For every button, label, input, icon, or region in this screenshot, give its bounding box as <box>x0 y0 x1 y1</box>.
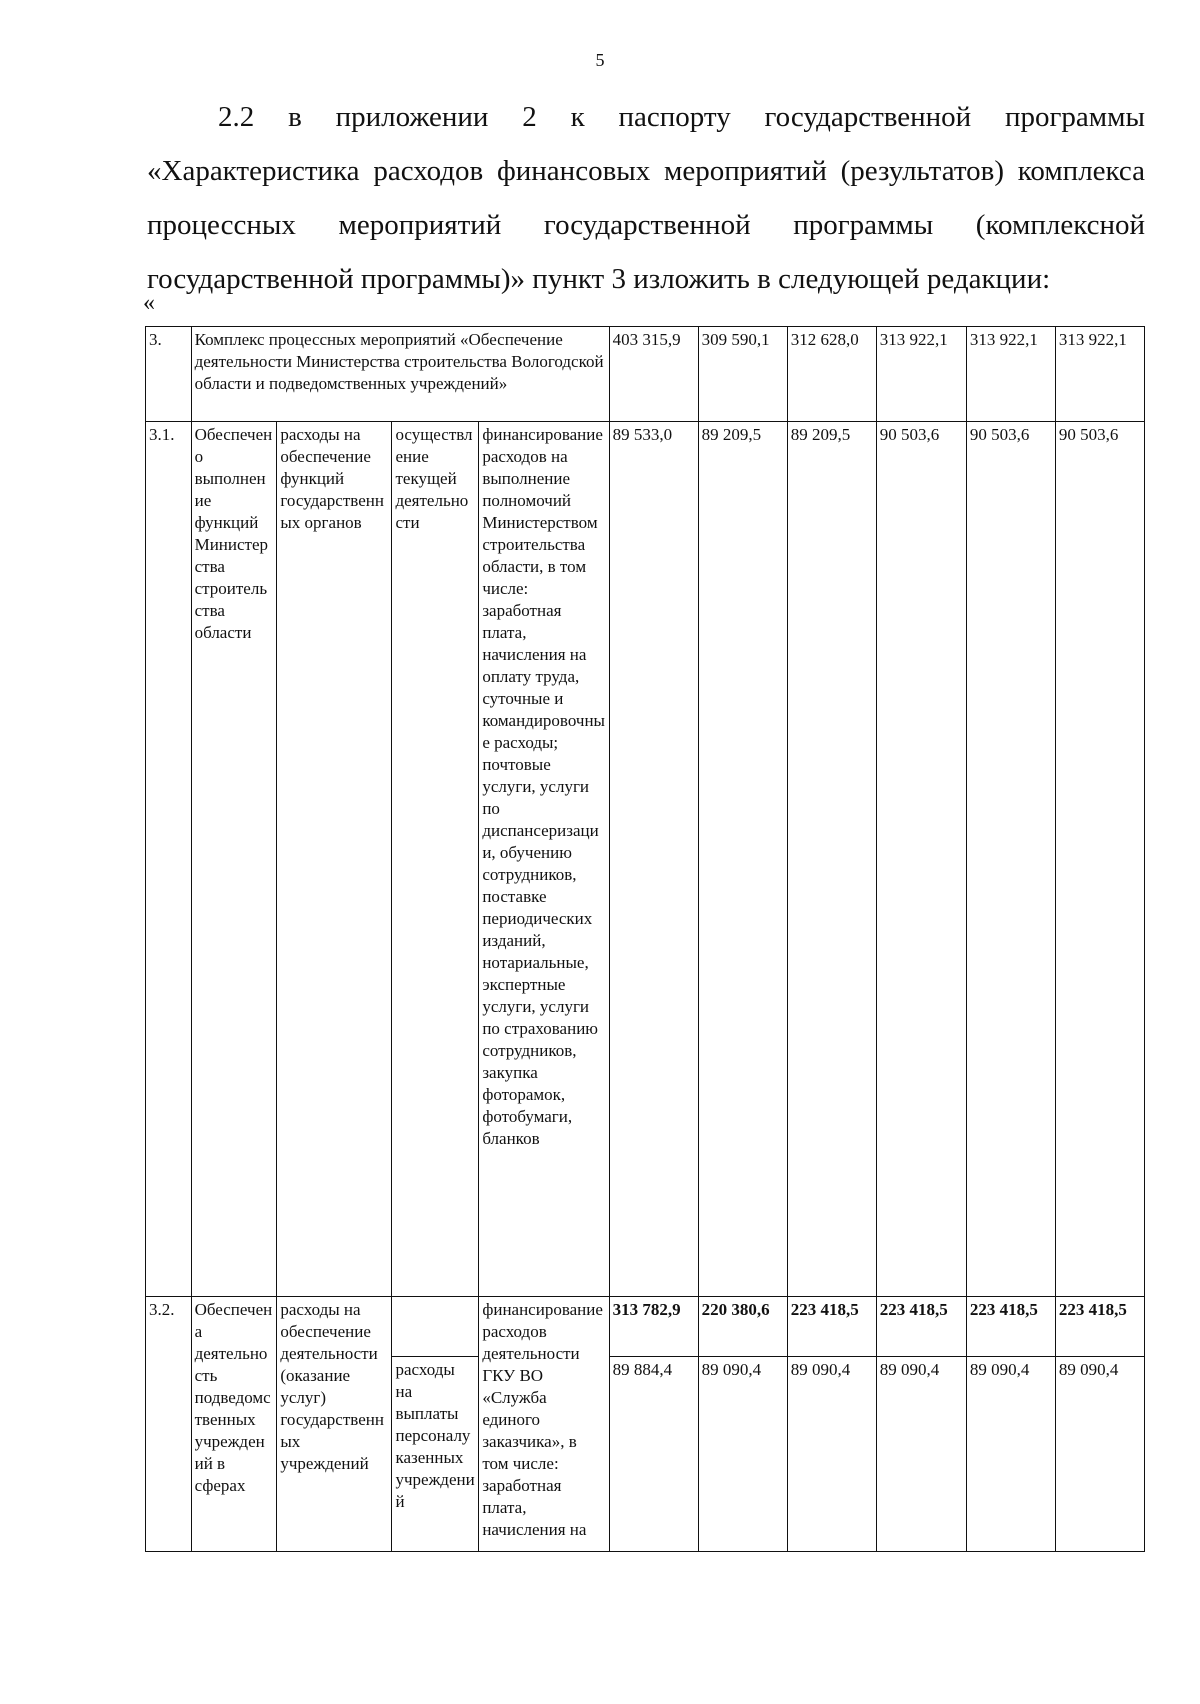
row-3-1-expense-type: расходы на обеспечение функций государственных органов <box>277 422 392 1297</box>
row-3-2-description: финансирование расходов деятельности ГКУ ВО «Служба единого заказчика», в том числе: заработная плата, начисления на <box>479 1297 609 1552</box>
row-3-value-5: 313 922,1 <box>966 327 1055 422</box>
table-row-3 <box>146 327 1145 422</box>
row-3-2-expense-type: расходы на обеспечение деятельности (оказание услуг) государственных учреждений <box>277 1297 392 1552</box>
row-3-2-number: 3.2. <box>146 1297 192 1552</box>
row-3-value-6: 313 922,1 <box>1055 327 1144 422</box>
row-3-2-staff-2: 89 090,4 <box>698 1357 787 1552</box>
expenditure-table <box>145 326 1145 1552</box>
row-3-value-3: 312 628,0 <box>787 327 876 422</box>
row-3-1-value-3: 89 209,5 <box>787 422 876 1297</box>
row-3-value-2: 309 590,1 <box>698 327 787 422</box>
row-3-value-4: 313 922,1 <box>876 327 966 422</box>
row-3-2-total-1: 313 782,9 <box>609 1297 698 1357</box>
intro-paragraph: 2.2 в приложении 2 к паспорту государственной программы «Характеристика расходов финансовых мероприятий (результатов) комплекса процессных мероприятий государственной программы (комплексной государственной программы)» пункт 3 изложить в следующей редакции: <box>147 101 1145 295</box>
row-3-2-total-3: 223 418,5 <box>787 1297 876 1357</box>
row-3-2-total-2: 220 380,6 <box>698 1297 787 1357</box>
row-3-2-staff-1: 89 884,4 <box>609 1357 698 1552</box>
opening-quote: « <box>143 290 155 316</box>
row-3-2-activity-empty <box>392 1297 479 1357</box>
row-3-1-value-6: 90 503,6 <box>1055 422 1144 1297</box>
table-row-3-1 <box>146 422 1145 1297</box>
row-3-1-value-2: 89 209,5 <box>698 422 787 1297</box>
row-3-2-staff-6: 89 090,4 <box>1055 1357 1144 1552</box>
row-3-2-total-4: 223 418,5 <box>876 1297 966 1357</box>
row-3-title: Комплекс процессных мероприятий «Обеспечение деятельности Министерства строительства Вологодской области и подведомственных учреждений» <box>191 327 609 422</box>
row-3-2-staff-4: 89 090,4 <box>876 1357 966 1552</box>
row-3-1-number: 3.1. <box>146 422 192 1297</box>
page-number: 5 <box>595 50 605 70</box>
row-3-value-1: 403 315,9 <box>609 327 698 422</box>
row-3-2-total-6: 223 418,5 <box>1055 1297 1144 1357</box>
row-3-1-value-4: 90 503,6 <box>876 422 966 1297</box>
row-3-1-result: Обеспечено выполнение функций Министерства строительства области <box>191 422 277 1297</box>
row-3-1-description: финансирование расходов на выполнение полномочий Министерством строительства области, в том числе: заработная плата, начисления на оплату труда, суточные и командировочные расходы; почтовые услуги, услуги по диспансеризации, обучению сотрудников, поставке периодических изданий, нотариальные, экспертные услуги, услуги по страхованию сотрудников, закупка фоторамок, фотобумаги, бланков <box>479 422 609 1297</box>
row-3-1-value-1: 89 533,0 <box>609 422 698 1297</box>
row-3-2-staff-5: 89 090,4 <box>966 1357 1055 1552</box>
row-3-2-total-5: 223 418,5 <box>966 1297 1055 1357</box>
row-3-1-value-5: 90 503,6 <box>966 422 1055 1297</box>
row-3-2-staff-3: 89 090,4 <box>787 1357 876 1552</box>
row-3-1-activity: осуществление текущей деятельности <box>392 422 479 1297</box>
row-3-2-staff-expenses: расходы на выплаты персоналу казенных учреждений <box>392 1357 479 1552</box>
row-3-number: 3. <box>146 327 192 422</box>
table-row-3-2 <box>146 1297 1145 1357</box>
row-3-2-result: Обеспечена деятельность подведомственных учреждений в сферах <box>191 1297 277 1552</box>
